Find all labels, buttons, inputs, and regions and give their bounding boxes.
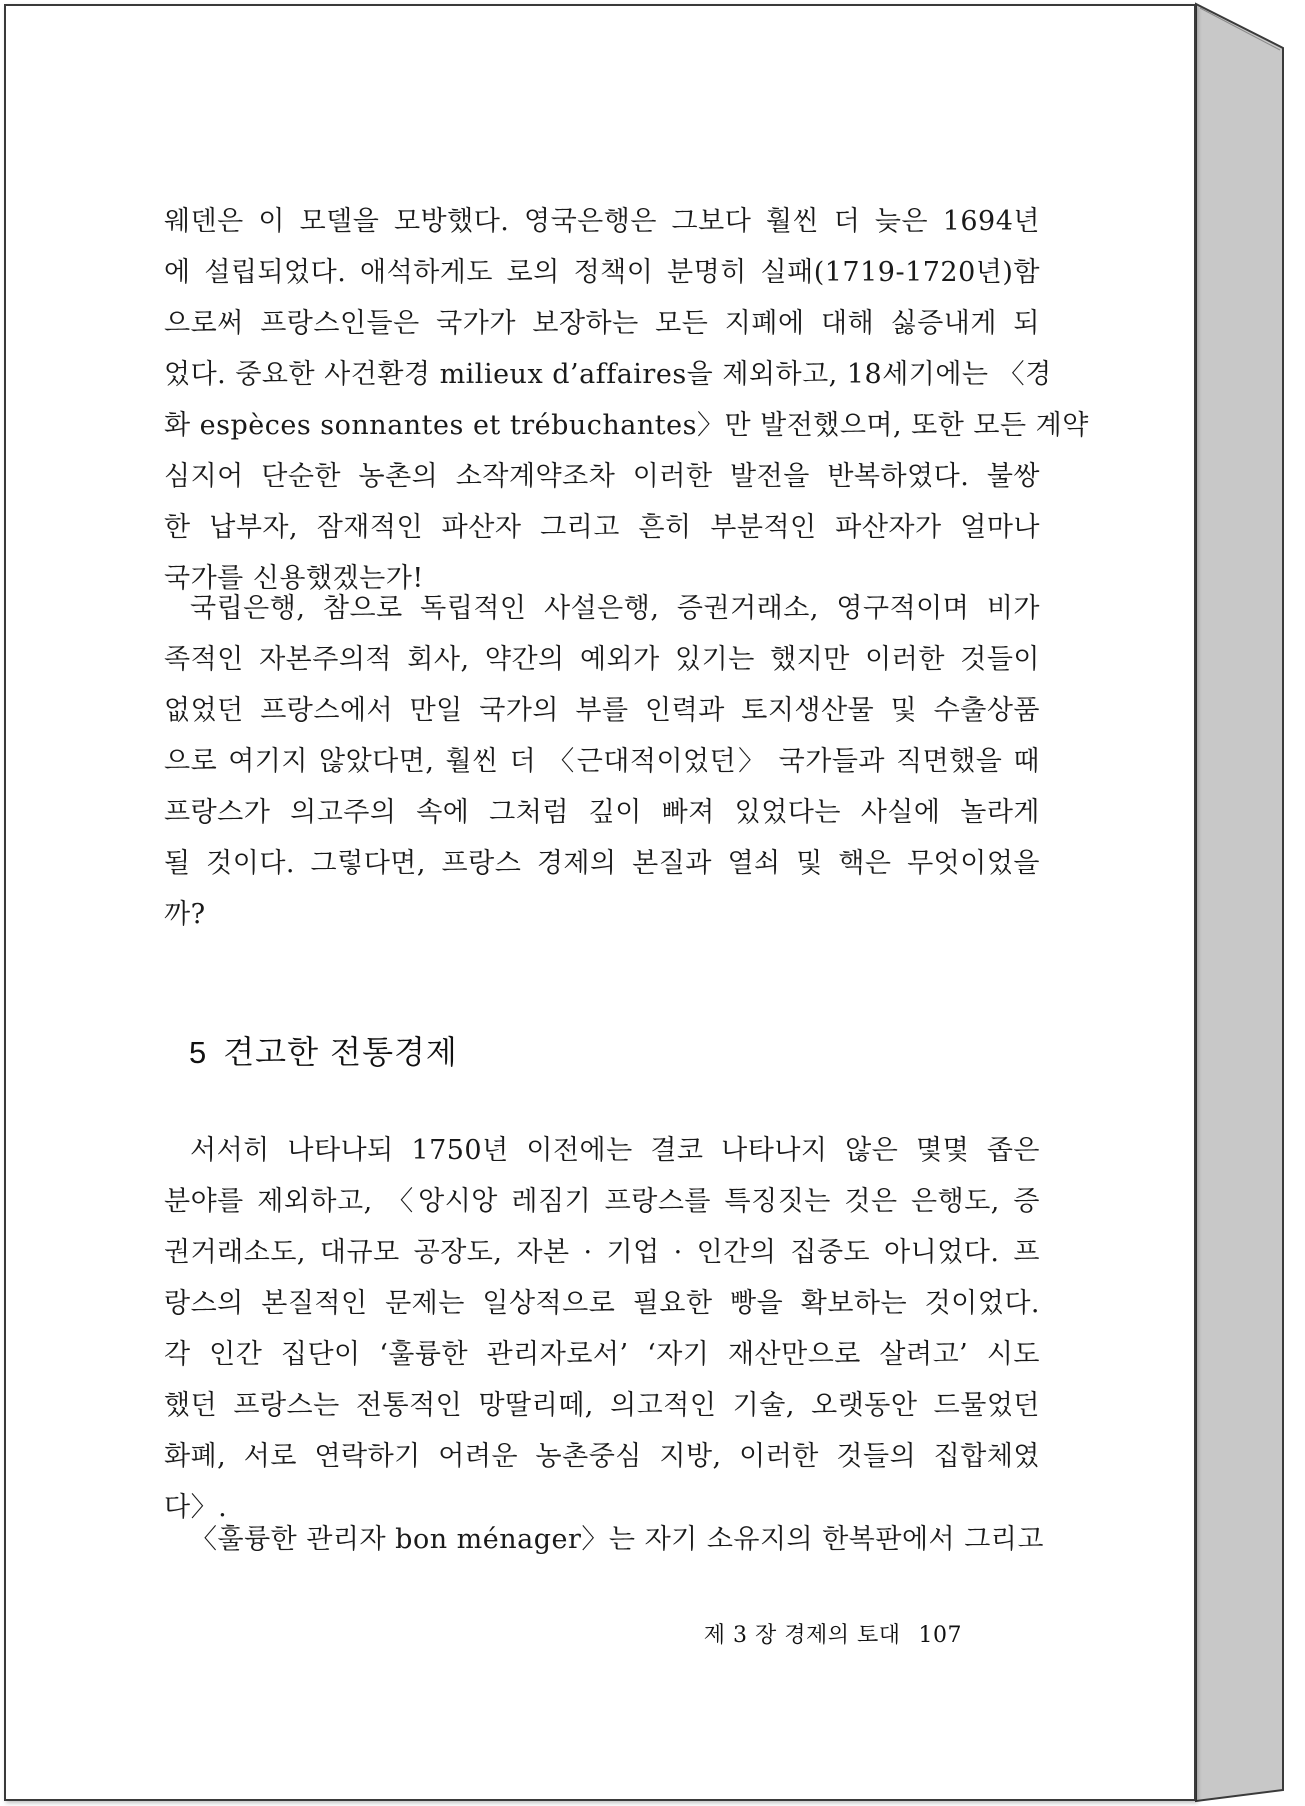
text-line: 심지어 단순한 농촌의 소작계약조차 이러한 발전을 반복하였다. 불쌍 (164, 461, 1040, 492)
text-line: 각 인간 집단이 ‘훌륭한 관리자로서’ ‘자기 재산만으로 살려고’ 시도 (164, 1339, 1040, 1370)
text-line: 분야를 제외하고, 〈앙시앙 레짐기 프랑스를 특징짓는 것은 은행도, 증 (164, 1186, 1040, 1217)
text-line: 서서히 나타나되 1750년 이전에는 결코 나타나지 않은 몇몇 좁은 (190, 1135, 1040, 1166)
footer-chapter: 제 3 장 경제의 토대 (703, 1623, 901, 1648)
text-line: 족적인 자본주의적 회사, 약간의 예외가 있기는 했지만 이러한 것들이 (164, 644, 1040, 675)
paragraph-1 (164, 196, 1089, 604)
text-line: 국립은행, 참으로 독립적인 사설은행, 증권거래소, 영구적이며 비가 (190, 593, 1040, 624)
text-line: 프랑스가 의고주의 속에 그처럼 깊이 빠져 있었다는 사실에 놀라게 (164, 797, 1040, 828)
section-title: 견고한 전통경제 (223, 1033, 458, 1071)
text-line: 까? (164, 899, 206, 930)
text-line: 으로써 프랑스인들은 국가가 보장하는 모든 지폐에 대해 싫증내게 되 (164, 308, 1040, 339)
text-line: 권거래소도, 대규모 공장도, 자본 · 기업 · 인간의 집중도 아니었다. 프 (164, 1237, 1040, 1268)
text-line: 에 설립되었다. 애석하게도 로의 정책이 분명히 실패(1719-1720년)함 (164, 257, 1040, 288)
text-line: 었다. 중요한 사건환경 milieux d’affaires을 제외하고, 18세기에는 〈경 (164, 359, 1052, 390)
section-heading (189, 1027, 458, 1073)
paragraph-3 (164, 1125, 1040, 1533)
text-line: 한 납부자, 잠재적인 파산자 그리고 흔히 부분적인 파산자가 얼마나 (164, 512, 1040, 543)
text-line: 없었던 프랑스에서 만일 국가의 부를 인력과 토지생산물 및 수출상품 (164, 695, 1040, 726)
section-number: 5 (189, 1035, 208, 1070)
text-line: 웨덴은 이 모델을 모방했다. 영국은행은 그보다 훨씬 더 늦은 1694년 (164, 206, 1040, 237)
text-line: 다〉. (164, 1492, 228, 1523)
book-spine-shading (1196, 4, 1283, 1801)
book-page (4, 4, 1196, 1801)
text-line: 〈훌륭한 관리자 bon ménager〉는 자기 소유지의 한복판에서 그리고 (190, 1524, 1044, 1555)
text-line: 으로 여기지 않았다면, 훨씬 더 〈근대적이었던〉 국가들과 직면했을 때 (164, 746, 1040, 777)
paragraph-4 (164, 1514, 1044, 1565)
text-line: 랑스의 본질적인 문제는 일상적으로 필요한 빵을 확보하는 것이었다. (164, 1288, 1040, 1319)
text-line: 화폐, 서로 연락하기 어려운 농촌중심 지방, 이러한 것들의 집합체였 (164, 1441, 1040, 1472)
text-line: 했던 프랑스는 전통적인 망딸리떼, 의고적인 기술, 오랫동안 드물었던 (164, 1390, 1040, 1421)
text-line: 화 espèces sonnantes et trébuchantes〉만 발전했으며, 또한 모든 계약 (164, 410, 1089, 441)
page-footer (704, 1618, 962, 1649)
page-number: 107 (918, 1623, 962, 1648)
paragraph-2 (164, 583, 1040, 940)
text-line: 국가를 신용했겠는가! (164, 563, 424, 594)
text-line: 될 것이다. 그렇다면, 프랑스 경제의 본질과 열쇠 및 핵은 무엇이었을 (164, 848, 1040, 879)
